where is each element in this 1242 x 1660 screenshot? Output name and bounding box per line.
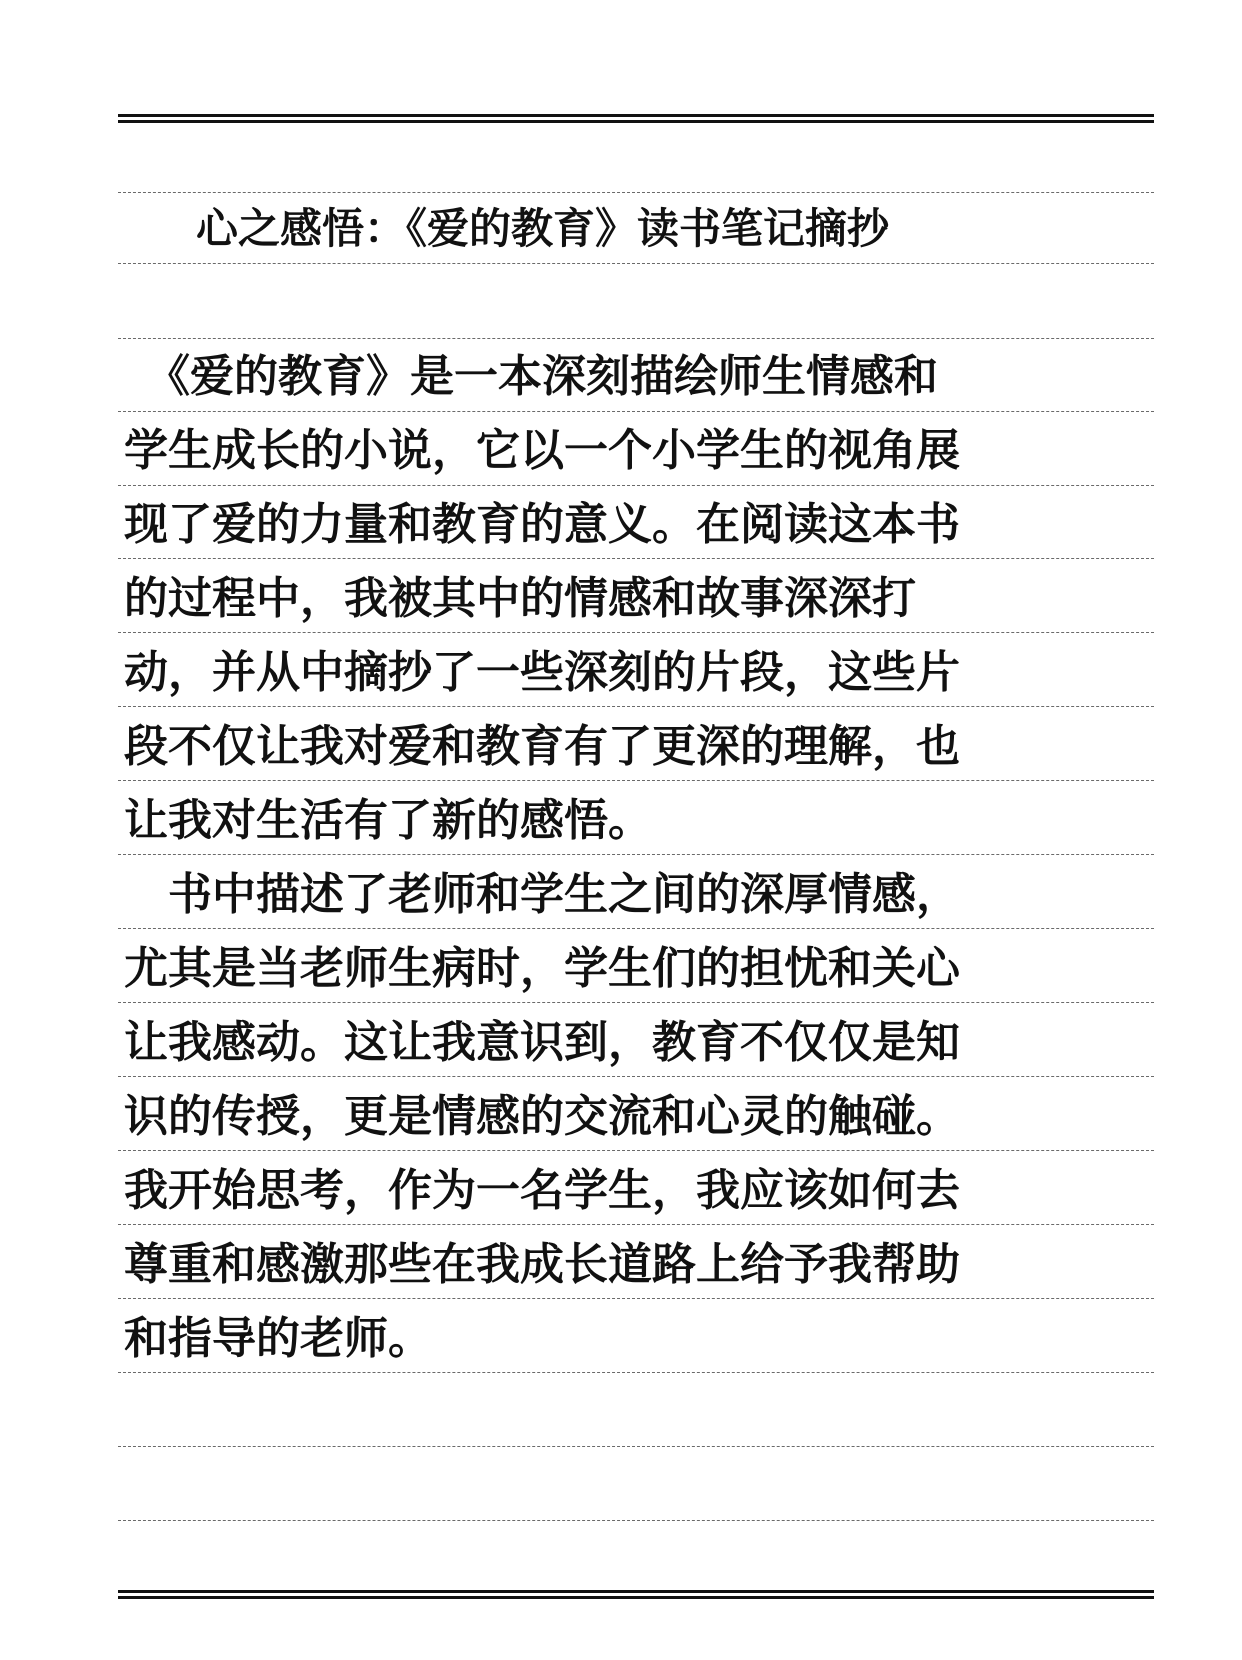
body-line: 尤其是当老师生病时，学生们的担忧和关心: [124, 943, 960, 994]
ruled-line: [118, 558, 1154, 559]
body-line: 尊重和感激那些在我成长道路上给予我帮助: [124, 1239, 960, 1290]
ruled-line: [118, 1150, 1154, 1151]
ruled-line: [118, 706, 1154, 707]
ruled-line: [118, 928, 1154, 929]
body-line: 现了爱的力量和教育的意义。在阅读这本书: [124, 499, 960, 550]
body-line: 学生成长的小说，它以一个小学生的视角展: [124, 425, 960, 476]
ruled-line: [118, 1520, 1154, 1521]
body-line: 的过程中，我被其中的情感和故事深深打: [124, 573, 916, 624]
ruled-line: [118, 411, 1154, 412]
body-line: 和指导的老师。: [124, 1313, 432, 1364]
ruled-line: [118, 1002, 1154, 1003]
body-line: 《爱的教育》是一本深刻描绘师生情感和: [124, 351, 938, 402]
ruled-line: [118, 1372, 1154, 1373]
ruled-line: [118, 854, 1154, 855]
body-line: 让我对生活有了新的感悟。: [124, 795, 652, 846]
body-line: 让我感动。这让我意识到，教育不仅仅是知: [124, 1017, 960, 1068]
body-line: 动，并从中摘抄了一些深刻的片段，这些片: [124, 647, 960, 698]
ruled-line: [118, 192, 1154, 193]
ruled-line: [118, 1224, 1154, 1225]
top-double-rule: [118, 114, 1154, 123]
ruled-line: [118, 338, 1154, 339]
ruled-line: [118, 1298, 1154, 1299]
ruled-line: [118, 263, 1154, 264]
body-line: 段不仅让我对爱和教育有了更深的理解，也: [124, 721, 960, 772]
document-title: 心之感悟：《爱的教育》读书笔记摘抄: [196, 204, 890, 253]
ruled-line: [118, 485, 1154, 486]
bottom-double-rule: [118, 1590, 1154, 1599]
body-line: 识的传授，更是情感的交流和心灵的触碰。: [124, 1091, 960, 1142]
ruled-line: [118, 780, 1154, 781]
ruled-line: [118, 632, 1154, 633]
body-line: 我开始思考，作为一名学生，我应该如何去: [124, 1165, 960, 1216]
ruled-line: [118, 1076, 1154, 1077]
body-line: 书中描述了老师和学生之间的深厚情感，: [124, 869, 960, 920]
ruled-line: [118, 1446, 1154, 1447]
